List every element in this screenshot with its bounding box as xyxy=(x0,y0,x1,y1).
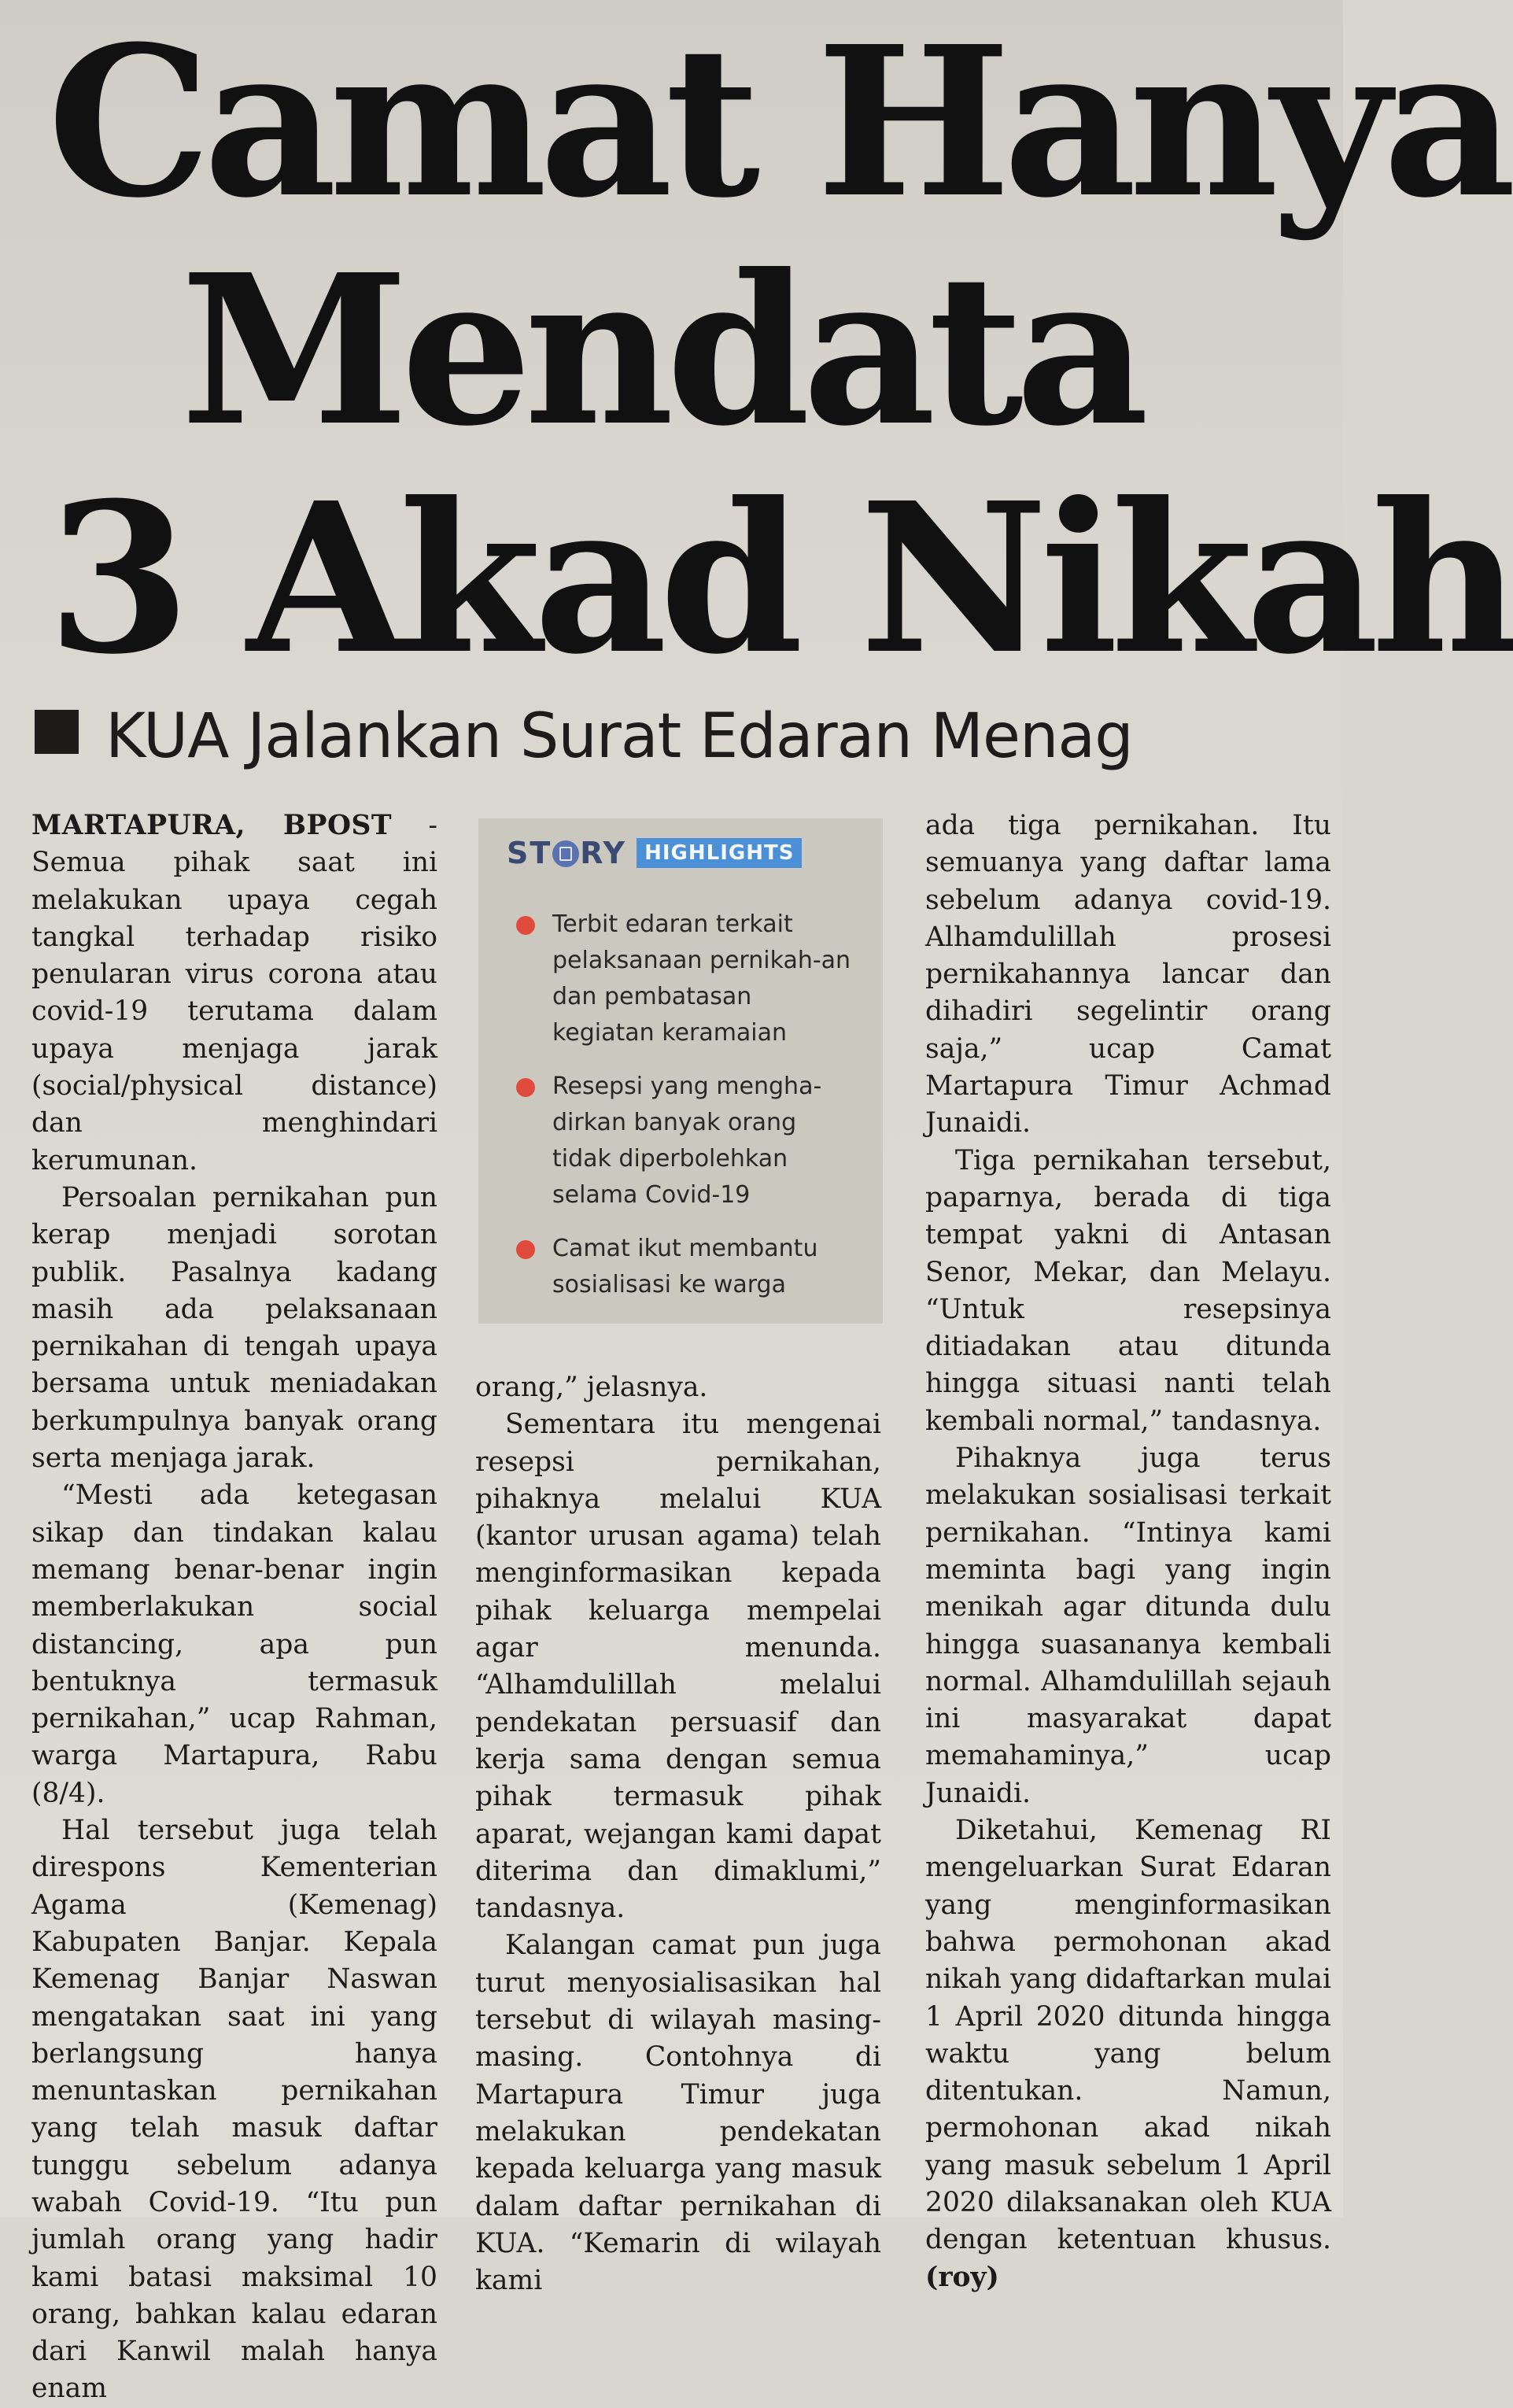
article-paragraph: Hal tersebut juga telah direspons Kementerian Agama (Kemenag) Kabupaten Banjar. Kepala Kemenag Banjar Naswan mengatakan saat ini yang berlangsung hanya menuntaskan pernikahan yang telah masuk daftar tunggu sebelum adanya wabah Covid-19. “Itu pun jumlah orang yang hadir kami batasi maksimal 10 orang, bahkan kalau edaran dari Kanwil malah hanya enam xyxy=(31,1815,437,2405)
article-paragraph: Pihaknya juga terus melakukan sosialisasi terkait pernikahan. “Intinya kami meminta bagi yang ingin menikah agar ditunda dulu hingga suasananya kembali normal. Alhamdulillah sejauh ini masyarakat dapat memahaminya,” ucap Junaidi. xyxy=(925,1442,1331,1809)
list-item: Camat ikut membantu sosialisasi ke warga xyxy=(507,1231,859,1303)
article-column-3 xyxy=(925,807,1331,2296)
subheadline xyxy=(35,699,1262,774)
headline xyxy=(47,1,1513,700)
author-signoff: (roy) xyxy=(925,2261,999,2293)
article-column-2 xyxy=(475,1369,881,2299)
book-icon xyxy=(552,840,579,867)
article-paragraph: Kalangan camat pun juga turut menyosialisasikan hal tersebut di wilayah masing-masing. Contohnya di Martapura Timur juga melakukan pendekatan kepada keluarga yang masuk dalam daftar pernikahan di KUA. “Kemarin di wilayah kami xyxy=(475,1930,881,2297)
square-bullet-icon xyxy=(35,710,79,754)
story-highlights-header xyxy=(507,836,859,886)
bullet-dot-icon xyxy=(516,916,535,935)
highlights-list xyxy=(507,907,859,1303)
list-item: Terbit edaran terkait pelaksanaan pernikah-an dan pembatasan kegiatan keramaian xyxy=(507,907,859,1051)
article-paragraph: Diketahui, Kemenag RI mengeluarkan Surat Edaran yang menginformasikan bahwa permohonan akad nikah yang didaftarkan mulai 1 April 2020 ditunda hingga waktu yang belum ditentukan. Namun, permohonan akad nikah yang masuk sebelum 1 April 2020 dilaksanakan oleh KUA dengan ketentuan khusus. (roy) xyxy=(925,1815,1331,2293)
article-paragraph: Tiga pernikahan tersebut, paparnya, berada di tiga tempat yakni di Antasan Senor, Mekar, dan Melayu. “Untuk resepsinya ditiadakan atau ditunda hingga situasi nanti telah kembali normal,” tandasnya. xyxy=(925,1144,1331,1437)
dateline: MARTAPURA, BPOST xyxy=(31,810,393,841)
headline-line-3: 3 Akad Nikah xyxy=(47,457,1513,700)
list-item: Resepsi yang mengha-dirkan banyak orang tidak diperbolehkan selama Covid-19 xyxy=(507,1069,859,1213)
headline-line-2: Mendata xyxy=(180,229,1142,471)
story-highlights-box xyxy=(478,818,883,1324)
article-paragraph: Sementara itu mengenai resepsi pernikahan, pihaknya melalui KUA (kantor urusan agama) telah menginformasikan kepada pihak keluarga mempelai agar menunda. “Alhamdulillah melalui pendekatan persuasif dan kerja sama dengan semua pihak termasuk pihak aparat, wejangan kami dapat diterima dan dimaklumi,” tandasnya. xyxy=(475,1409,881,1925)
article-paragraph: Persoalan pernikahan pun kerap menjadi sorotan publik. Pasalnya kadang masih ada pelaksanaan pernikahan di tengah upaya bersama untuk meniadakan berkumpulnya banyak orang serta menjaga jarak. xyxy=(31,1181,437,1475)
article-paragraph: MARTAPURA, BPOST - Semua pihak saat ini melakukan upaya cegah tangkal terhadap risiko penularan virus corona atau covid-19 terutama dalam upaya menjaga jarak (social/physical distance) dan menghindari kerumunan. xyxy=(31,810,437,1176)
article-paragraph: “Mesti ada ketegasan sikap dan tindakan kalau memang benar-benar ingin memberlakukan social distancing, apa pun bentuknya termasuk pernikahan,” ucap Rahman, warga Martapura, Rabu (8/4). xyxy=(31,1479,437,1809)
article-paragraph: orang,” jelasnya. xyxy=(475,1372,708,1403)
article-paragraph: ada tiga pernikahan. Itu semuanya yang daftar lama sebelum adanya covid-19. Alhamdulillah prosesi pernikahannya lancar dan dihadiri segelintir orang saja,” ucap Camat Martapura Timur Achmad Junaidi. xyxy=(925,810,1331,1139)
article-column-1 xyxy=(31,807,437,2408)
bullet-dot-icon xyxy=(516,1240,535,1259)
highlights-badge: HIGHLIGHTS xyxy=(637,838,802,868)
story-label: ST RY xyxy=(507,836,626,870)
headline-line-1: Camat Hanya xyxy=(47,1,1509,243)
bullet-dot-icon xyxy=(516,1078,535,1097)
subheadline-text: KUA Jalankan Surat Edaran Menag xyxy=(105,701,1133,772)
